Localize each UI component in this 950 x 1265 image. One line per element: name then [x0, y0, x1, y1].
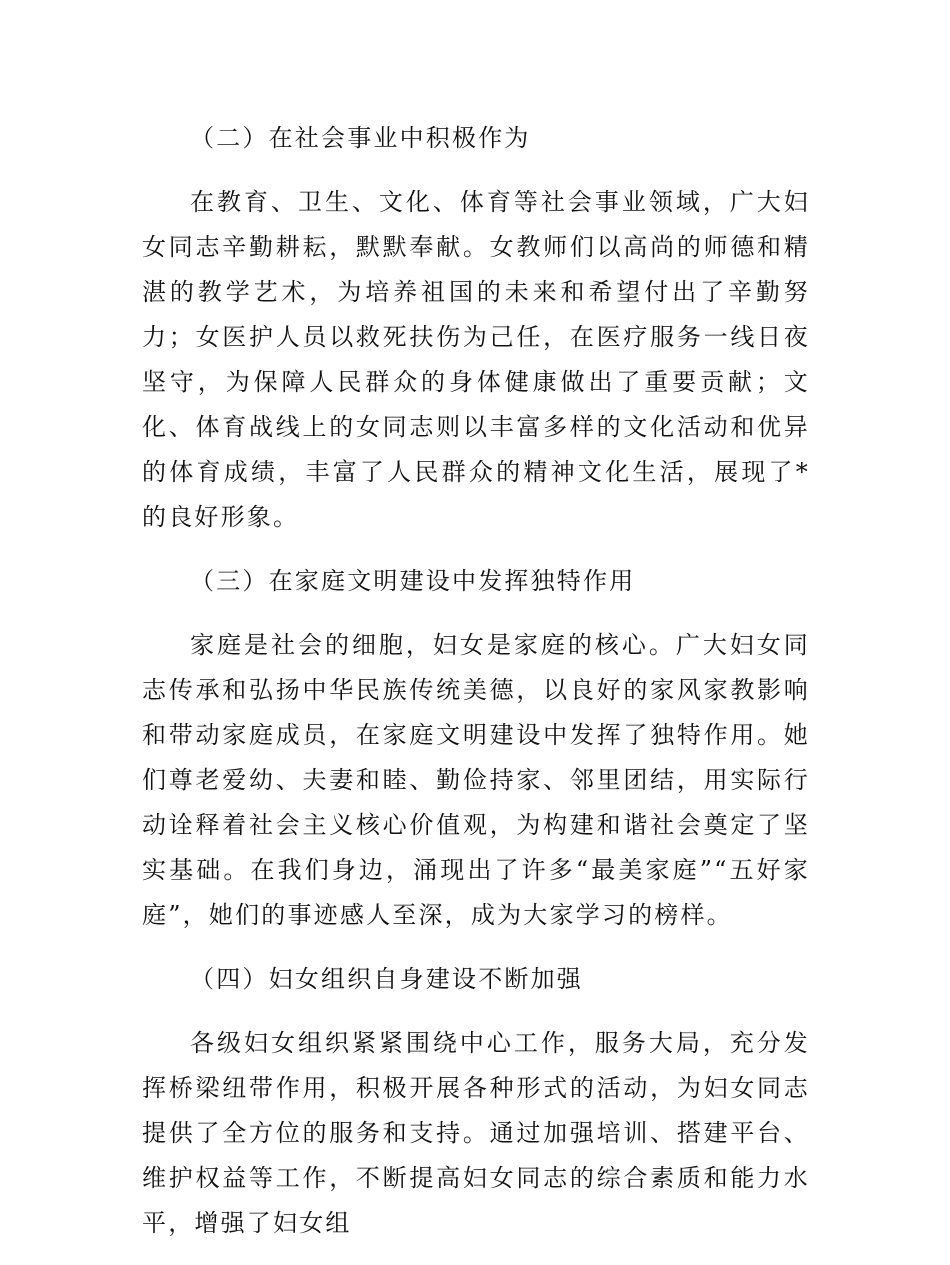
section-heading-3: （三）在家庭文明建设中发挥独特作用: [190, 567, 636, 595]
section-heading-2: （二）在社会事业中积极作为: [190, 124, 531, 152]
section-body-4: 各级妇女组织紧紧围绕中心工作，服务大局，充分发挥桥梁纽带作用，积极开展各种形式的活动，为妇女同志提供了全方位的服务和支持。通过加强培训、搭建平台、维护权益等工作，不断提高妇女同志的综合素质和能力水平，增强了妇女组: [142, 1029, 810, 1237]
section-body-2: 在教育、卫生、文化、体育等社会事业领域，广大妇女同志辛勤耕耘，默默奉献。女教师们以高尚的师德和精湛的教学艺术，为培养祖国的未来和希望付出了辛勤努力；女医护人员以救死扶伤为己任，在医疗服务一线日夜坚守，为保障人民群众的身体健康做出了重要贡献；文化、体育战线上的女同志则以丰富多样的文化活动和优异的体育成绩，丰富了人民群众的精神文化生活，展现了*的良好形象。: [142, 188, 810, 531]
document-content: [142, 116, 810, 1265]
section-heading-4: （四）妇女组织自身建设不断加强: [190, 965, 583, 993]
section-body-3: 家庭是社会的细胞，妇女是家庭的核心。广大妇女同志传承和弘扬中华民族传统美德，以良好的家风家教影响和带动家庭成员，在家庭文明建设中发挥了独特作用。她们尊老爱幼、夫妻和睦、勤俭持家、邻里团结，用实际行动诠释着社会主义核心价值观，为构建和谐社会奠定了坚实基础。在我们身边，涌现出了许多“最美家庭”“五好家庭”，她们的事迹感人至深，成为大家学习的榜样。: [142, 631, 810, 929]
